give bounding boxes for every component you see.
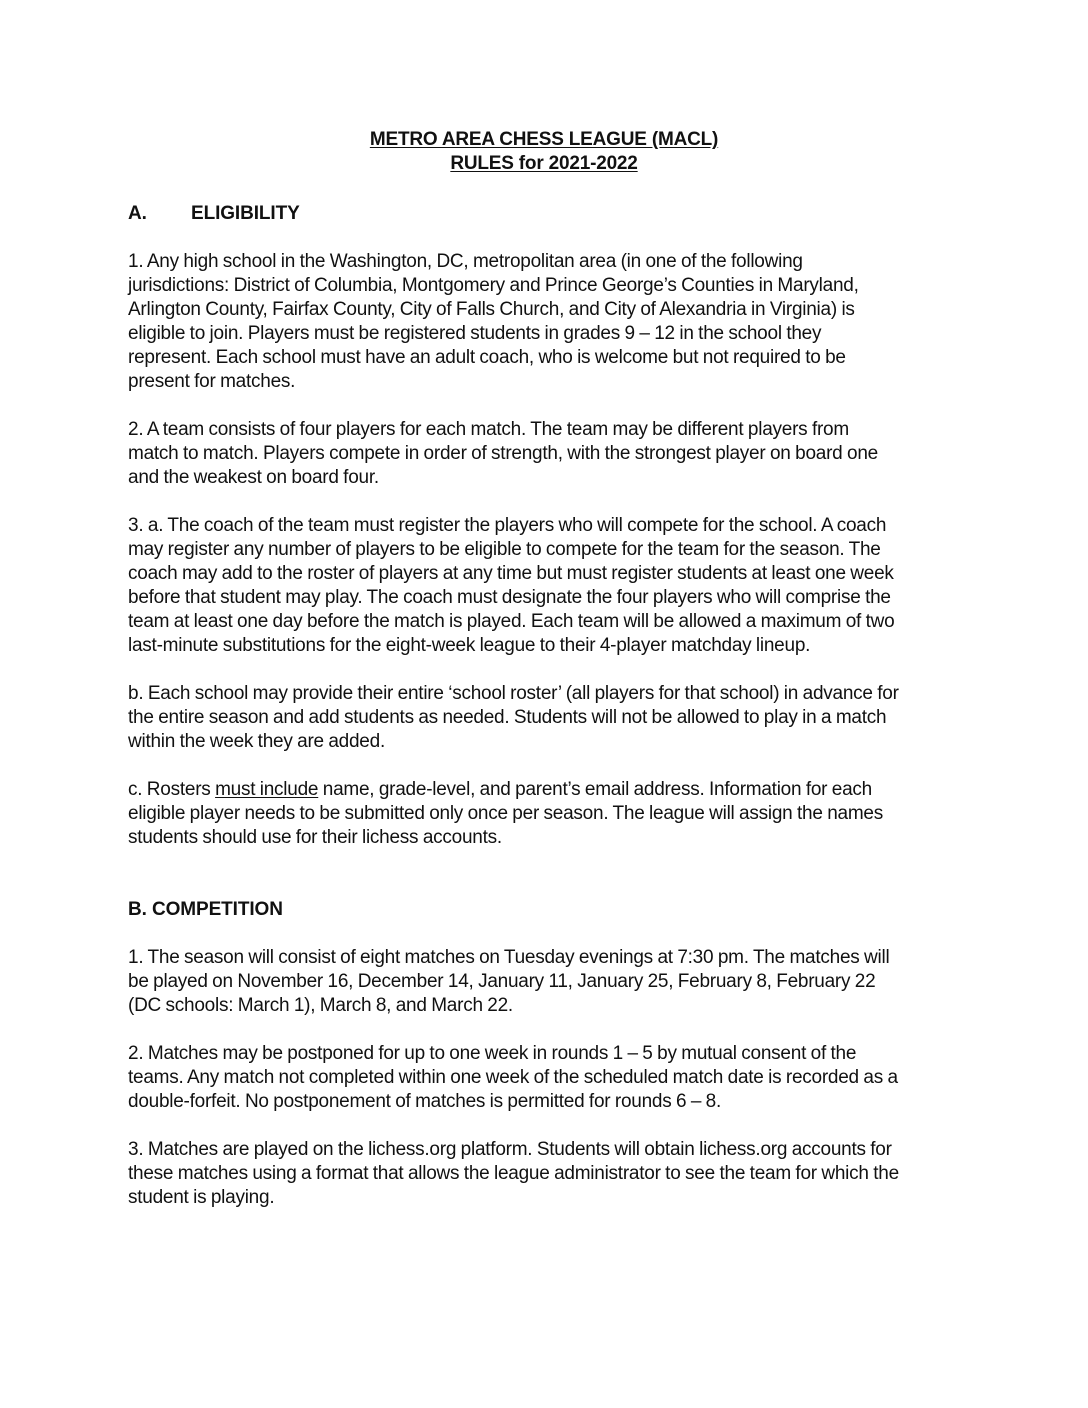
eligibility-rule-1 bbox=[128, 250, 968, 394]
section-b-heading bbox=[128, 898, 968, 922]
section-a-heading bbox=[128, 202, 968, 226]
text-line: may register any number of players to be eligible to compete for the team for the season. The bbox=[128, 539, 881, 560]
text-line: represent. Each school must have an adult coach, who is welcome but not required to be bbox=[128, 347, 846, 368]
section-letter: B. bbox=[128, 899, 147, 920]
text-line: double-forfeit. No postponement of matches is permitted for rounds 6 – 8. bbox=[128, 1091, 722, 1112]
text-line: Arlington County, Fairfax County, City of Falls Church, and City of Alexandria in Virginia) is bbox=[128, 299, 855, 320]
text-line: team at least one day before the match is played. Each team will be allowed a maximum of two bbox=[128, 611, 895, 632]
text-line: jurisdictions: District of Columbia, Montgomery and Prince George’s Counties in Maryland, bbox=[128, 275, 859, 296]
text-line: eligible player needs to be submitted only once per season. The league will assign the names bbox=[128, 803, 883, 824]
text-line: be played on November 16, December 14, January 11, January 25, February 8, February 22 bbox=[128, 971, 876, 992]
text-line: b. Each school may provide their entire ‘school roster’ (all players for that school) in advance for bbox=[128, 683, 899, 704]
text-line: 3. a. The coach of the team must register the players who will compete for the school. A coach bbox=[128, 515, 887, 536]
text-line: present for matches. bbox=[128, 371, 296, 392]
section-title: COMPETITION bbox=[152, 899, 283, 920]
eligibility-rule-2 bbox=[128, 418, 968, 490]
eligibility-rule-3a bbox=[128, 514, 968, 658]
text-line: 2. Matches may be postponed for up to one week in rounds 1 – 5 by mutual consent of the bbox=[128, 1043, 857, 1064]
text-line: match to match. Players compete in order of strength, with the strongest player on board one bbox=[128, 443, 878, 464]
competition-rule-2 bbox=[128, 1042, 968, 1114]
document-title bbox=[0, 128, 1088, 176]
text-line: coach may add to the roster of players at any time but must register students at least one week bbox=[128, 563, 894, 584]
eligibility-rule-3c bbox=[128, 778, 968, 850]
text-line bbox=[128, 778, 968, 802]
competition-rule-3 bbox=[128, 1138, 968, 1210]
text-line: the entire season and add students as needed. Students will not be allowed to play in a match bbox=[128, 707, 887, 728]
text-line: and the weakest on board four. bbox=[128, 467, 379, 488]
section-title: ELIGIBILITY bbox=[191, 203, 300, 224]
text-line: 2. A team consists of four players for each match. The team may be different players from bbox=[128, 419, 849, 440]
text-line: (DC schools: March 1), March 8, and March 22. bbox=[128, 995, 513, 1016]
text-fragment: c. Rosters bbox=[128, 779, 216, 800]
text-line: 3. Matches are played on the lichess.org platform. Students will obtain lichess.org accounts for bbox=[128, 1139, 892, 1160]
eligibility-rule-3b bbox=[128, 682, 968, 754]
competition-rule-1 bbox=[128, 946, 968, 1018]
text-line: within the week they are added. bbox=[128, 731, 385, 752]
text-fragment: name, grade-level, and parent’s email address. Information for each bbox=[318, 779, 872, 800]
text-line: before that student may play. The coach must designate the four players who will comprise the bbox=[128, 587, 891, 608]
text-line: last-minute substitutions for the eight-week league to their 4-player matchday lineup. bbox=[128, 635, 811, 656]
text-line: 1. The season will consist of eight matches on Tuesday evenings at 7:30 pm. The matches will bbox=[128, 947, 890, 968]
section-letter: A. bbox=[128, 203, 147, 224]
text-line: 1. Any high school in the Washington, DC, metropolitan area (in one of the following bbox=[128, 251, 803, 272]
underlined-emphasis: must include bbox=[215, 779, 319, 800]
text-line: student is playing. bbox=[128, 1187, 275, 1208]
title-line-1: METRO AREA CHESS LEAGUE (MACL) bbox=[369, 129, 719, 150]
text-line: students should use for their lichess accounts. bbox=[128, 827, 502, 848]
text-line: eligible to join. Players must be registered students in grades 9 – 12 in the school they bbox=[128, 323, 822, 344]
title-line-2: RULES for 2021-2022 bbox=[450, 153, 638, 174]
text-line: teams. Any match not completed within one week of the scheduled match date is recorded as a bbox=[128, 1067, 898, 1088]
text-line: these matches using a format that allows the league administrator to see the team for which the bbox=[128, 1163, 899, 1184]
